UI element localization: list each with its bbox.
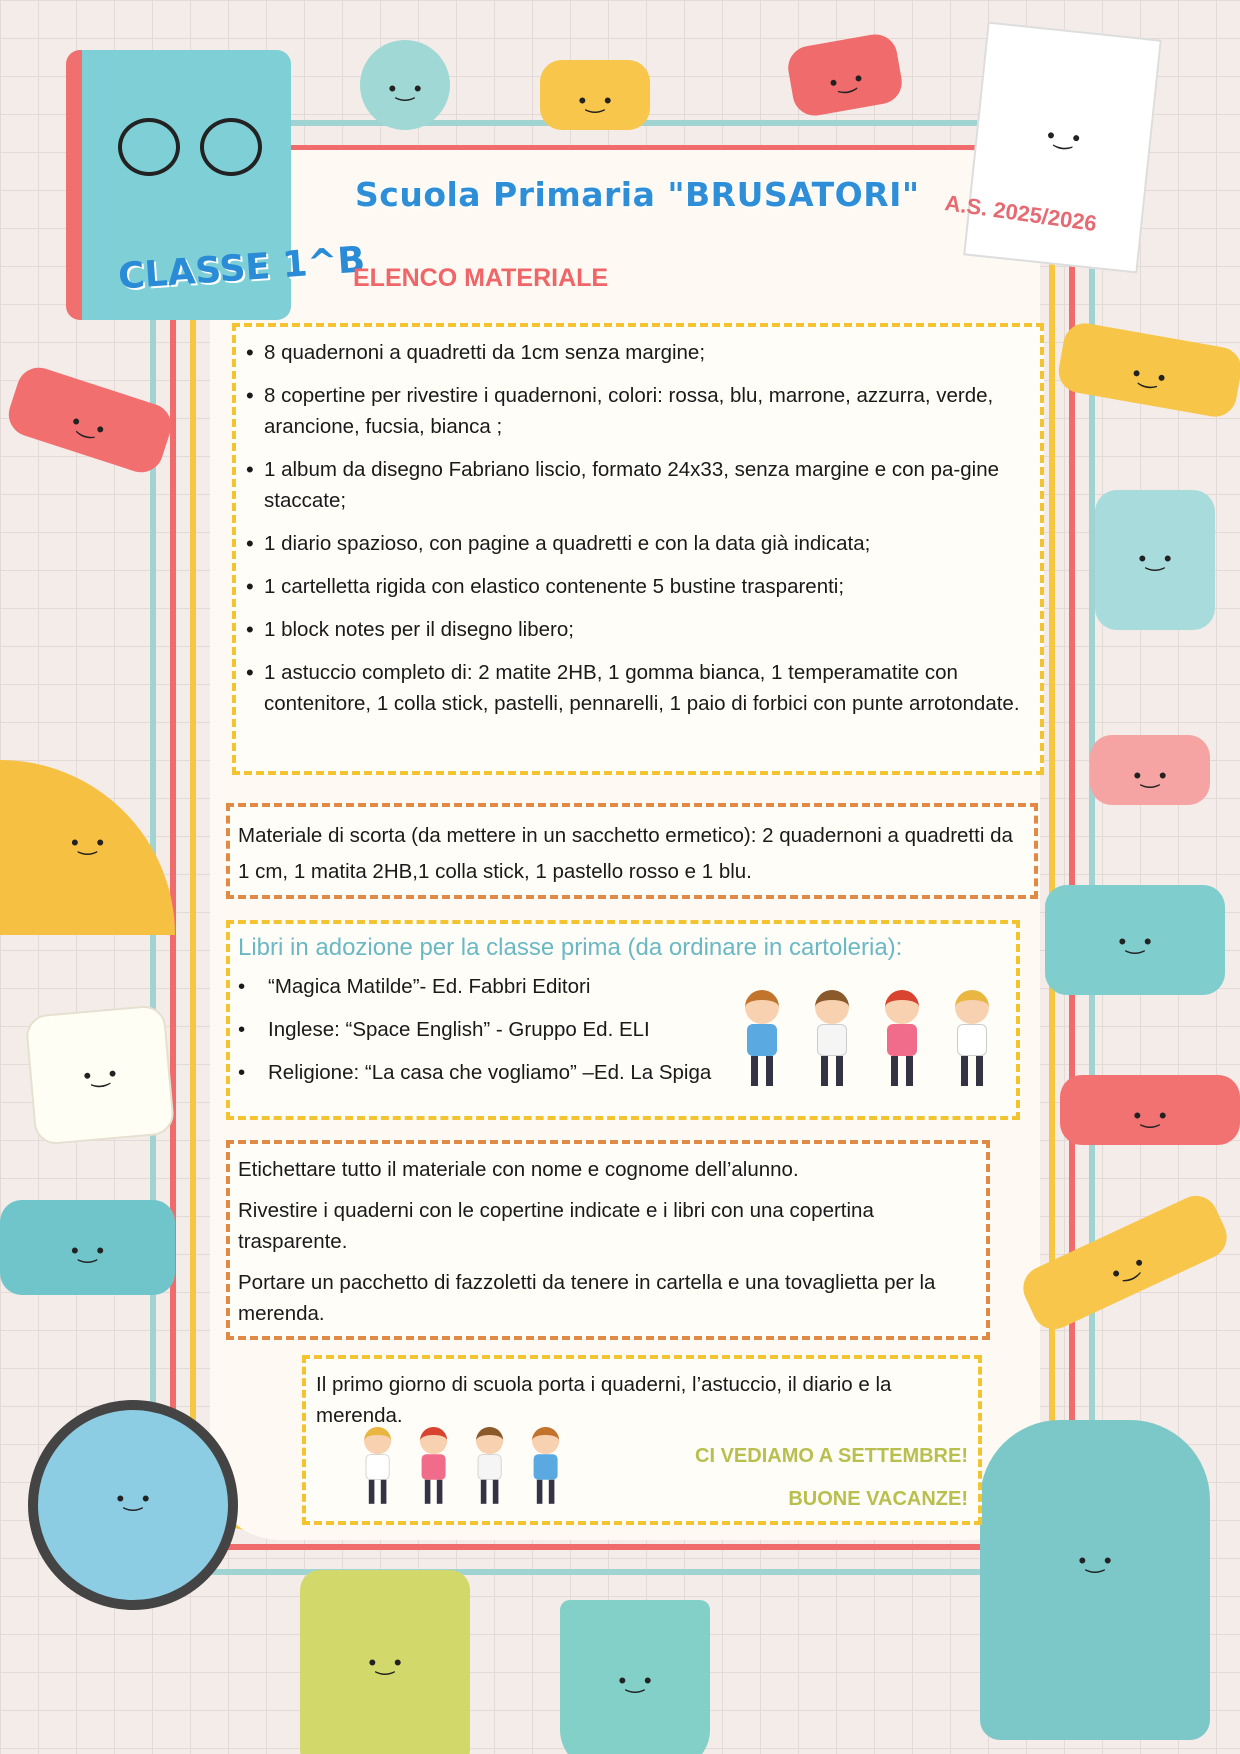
notes-box bbox=[226, 1140, 990, 1340]
sharpener-sticker bbox=[1045, 885, 1225, 995]
ruler-sticker bbox=[1055, 320, 1240, 420]
kid-figure bbox=[875, 990, 927, 1086]
holidays-text: BUONE VACANZE! bbox=[788, 1488, 968, 1510]
mug-sticker bbox=[560, 1600, 710, 1754]
clip-sticker bbox=[540, 60, 650, 130]
class-label: CLASSE 1^B bbox=[116, 239, 367, 298]
glasses-icon bbox=[118, 118, 268, 182]
pencil-sticker bbox=[1016, 1189, 1234, 1337]
glue-sticker bbox=[1095, 490, 1215, 630]
kid-figure bbox=[735, 990, 787, 1086]
kid-figure bbox=[524, 1427, 566, 1504]
kid-figure bbox=[945, 990, 997, 1086]
list-item: • 8 copertine per rivestire i quadernoni, colori: rossa, blu, marrone, azzurra, verde, arancione, fucsia, bianca ; bbox=[246, 380, 1028, 442]
first-day-text: Il primo giorno di scuola porta i quaderni, l’astuccio, il diario e la merenda. bbox=[316, 1373, 892, 1427]
list-item: • 8 quadernoni a quadretti da 1cm senza margine; bbox=[246, 337, 1028, 368]
eraser-sticker bbox=[1090, 735, 1210, 805]
tape-sticker bbox=[360, 40, 450, 130]
materials-box bbox=[232, 323, 1044, 775]
note-text: Portare un pacchetto di fazzoletti da tenere in cartella e una tovaglietta per la merenda. bbox=[238, 1271, 936, 1325]
spare-text: Materiale di scorta (da mettere in un sacchetto ermetico): 2 quadernoni a quadretti da 1 cm, 1 matita 2HB,1 colla stick, 1 pastello rosso e 1 blu. bbox=[238, 824, 1013, 883]
kid-figure bbox=[412, 1427, 454, 1504]
kids-illustration bbox=[735, 990, 997, 1086]
books-title: Libri in adozione per la classe prima (da ordinare in cartoleria): bbox=[238, 934, 903, 961]
kid-figure bbox=[356, 1427, 398, 1504]
note-text: Rivestire i quaderni con le copertine indicate e i libri con una copertina trasparente. bbox=[238, 1199, 874, 1253]
backpack-sticker bbox=[980, 1420, 1210, 1740]
school-year: A.S. 2025/2026 bbox=[943, 190, 1099, 237]
note-text: Etichettare tutto il materiale con nome e cognome dell’alunno. bbox=[238, 1158, 799, 1181]
marker-sticker bbox=[1060, 1075, 1240, 1145]
spare-box bbox=[226, 803, 1038, 899]
see-you-text: CI VEDIAMO A SETTEMBRE! bbox=[695, 1445, 968, 1467]
list-item: • 1 cartelletta rigida con elastico contenente 5 bustine trasparenti; bbox=[246, 571, 1028, 602]
notepad-sticker bbox=[963, 21, 1162, 273]
school-title: Scuola Primaria "BRUSATORI" bbox=[355, 175, 920, 214]
globe-sticker bbox=[28, 1400, 238, 1610]
list-item: • 1 astuccio completo di: 2 matite 2HB, 1 gomma bianca, 1 temperamatite con contenitore, 1 colla stick, pastelli, pennarelli, 1 paio di forbici con punte arrotondate. bbox=[246, 657, 1028, 719]
list-item: • Religione: “La casa che vogliamo” –Ed. La Spiga bbox=[238, 1057, 1008, 1088]
kid-figure bbox=[468, 1427, 510, 1504]
crayon-sticker bbox=[3, 362, 177, 478]
sharpener-top-sticker bbox=[785, 31, 905, 119]
list-item: • 1 diario spazioso, con pagine a quadretti e con la data già indicata; bbox=[246, 528, 1028, 559]
protractor-sticker bbox=[0, 760, 175, 935]
list-item: • 1 album da disegno Fabriano liscio, formato 24x33, senza margine e con pa-gine staccate; bbox=[246, 454, 1028, 516]
materials-list bbox=[246, 337, 1028, 719]
list-title: ELENCO MATERIALE bbox=[353, 264, 609, 292]
calculator-sticker bbox=[300, 1570, 470, 1754]
stapler-sticker bbox=[0, 1200, 175, 1295]
list-item: • 1 block notes per il disegno libero; bbox=[246, 614, 1028, 645]
kids-illustration-small bbox=[356, 1427, 566, 1504]
list-item: • Inglese: “Space English” - Gruppo Ed. ELI bbox=[238, 1014, 1008, 1045]
list-item: • “Magica Matilde”- Ed. Fabbri Editori bbox=[238, 971, 1008, 1002]
kid-figure bbox=[805, 990, 857, 1086]
note-sticker bbox=[25, 1004, 176, 1146]
first-day-box bbox=[302, 1355, 982, 1525]
